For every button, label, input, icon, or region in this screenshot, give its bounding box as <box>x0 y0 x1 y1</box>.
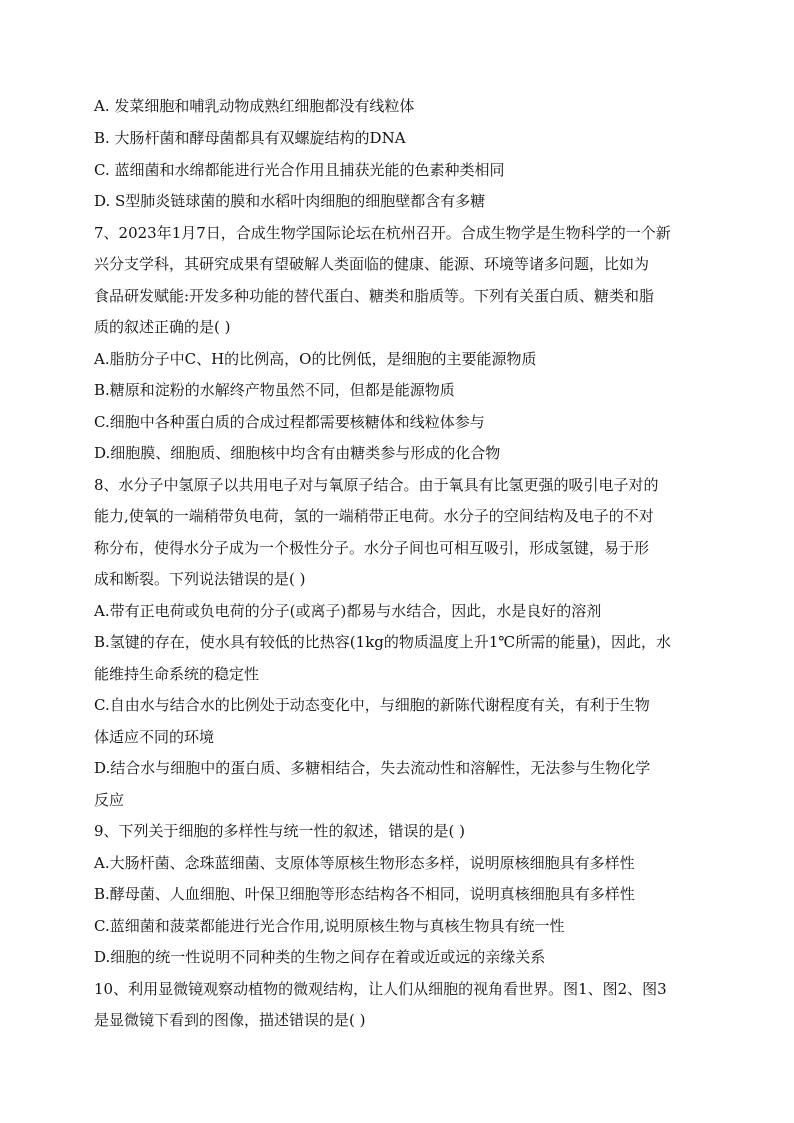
text-line: 10、利用显微镜观察动植物的微观结构，让人们从细胞的视角看世界。图1、图2、图3 <box>94 980 667 998</box>
text-line: D.结合水与细胞中的蛋白质、多糖相结合，失去流动性和溶解性，无法参与生物化学 <box>94 759 651 777</box>
text-line: 8、水分子中氢原子以共用电子对与氧原子结合。由于氧具有比氢更强的吸引电子对的 <box>94 476 659 494</box>
text-line: B.糖原和淀粉的水解终产物虽然不同，但都是能源物质 <box>94 381 455 399</box>
text-line: A.大肠杆菌、念珠蓝细菌、支原体等原核生物形态多样，说明原核细胞具有多样性 <box>94 854 635 872</box>
text-line: A. 发菜细胞和哺乳动物成熟红细胞都没有线粒体 <box>94 97 415 115</box>
text-line: D.细胞膜、细胞质、细胞核中均含有由糖类参与形成的化合物 <box>94 444 501 462</box>
text-line: B. 大肠杆菌和酵母菌都具有双螺旋结构的DNA <box>94 129 406 147</box>
text-line: D. S型肺炎链球菌的膜和水稻叶肉细胞的细胞壁都含有多糖 <box>94 192 486 210</box>
text-line: A.带有正电荷或负电荷的分子(或离子)都易与水结合，因此，水是良好的溶剂 <box>94 602 602 620</box>
text-line: B.氢键的存在，使水具有较低的比热容(1kg的物质温度上升1℃所需的能量)，因此，水 <box>94 633 672 651</box>
text-line: 称分布，使得水分子成为一个极性分子。水分子间也可相互吸引，形成氢键，易于形 <box>94 539 650 557</box>
text-line: 能维持生命系统的稳定性 <box>94 665 260 683</box>
text-line: 反应 <box>94 791 125 809</box>
text-line: 是显微镜下看到的图像，描述错误的是( ) <box>94 1011 366 1029</box>
text-line: 体适应不同的环境 <box>94 728 215 746</box>
text-line: 能力,使氧的一端稍带负电荷，氢的一端稍带正电荷。水分子的空间结构及电子的不对 <box>94 507 654 525</box>
text-line: 成和断裂。下列说法错误的是( ) <box>94 570 306 588</box>
text-line: C.细胞中各种蛋白质的合成过程都需要核糖体和线粒体参与 <box>94 413 485 431</box>
text-line: C.蓝细菌和菠菜都能进行光合作用,说明原核生物与真核生物具有统一性 <box>94 917 565 935</box>
text-line: 7、2023年1月7日，合成生物学国际论坛在杭州召开。合成生物学是生物科学的一个新 <box>94 224 671 242</box>
text-line: C. 蓝细菌和水绵都能进行光合作用且捕获光能的色素种类相同 <box>94 161 505 179</box>
text-line: A.脂肪分子中C、H的比例高，O的比例低，是细胞的主要能源物质 <box>94 350 537 368</box>
text-line: D.细胞的统一性说明不同种类的生物之间存在着或近或远的亲缘关系 <box>94 948 546 966</box>
text-line: 9、下列关于细胞的多样性与统一性的叙述，错误的是( ) <box>94 822 466 840</box>
text-line: 兴分支学科，其研究成果有望破解人类面临的健康、能源、环境等诸多问题，比如为 <box>94 255 650 273</box>
text-line: 质的叙述正确的是( ) <box>94 318 231 336</box>
text-line: C.自由水与结合水的比例处于动态变化中，与细胞的新陈代谢程度有关，有利于生物 <box>94 696 650 714</box>
text-line: 食品研发赋能:开发多种功能的替代蛋白、糖类和脂质等。下列有关蛋白质、糖类和脂 <box>94 287 655 305</box>
text-line: B.酵母菌、人血细胞、叶保卫细胞等形态结构各不相同，说明真核细胞具有多样性 <box>94 885 635 903</box>
